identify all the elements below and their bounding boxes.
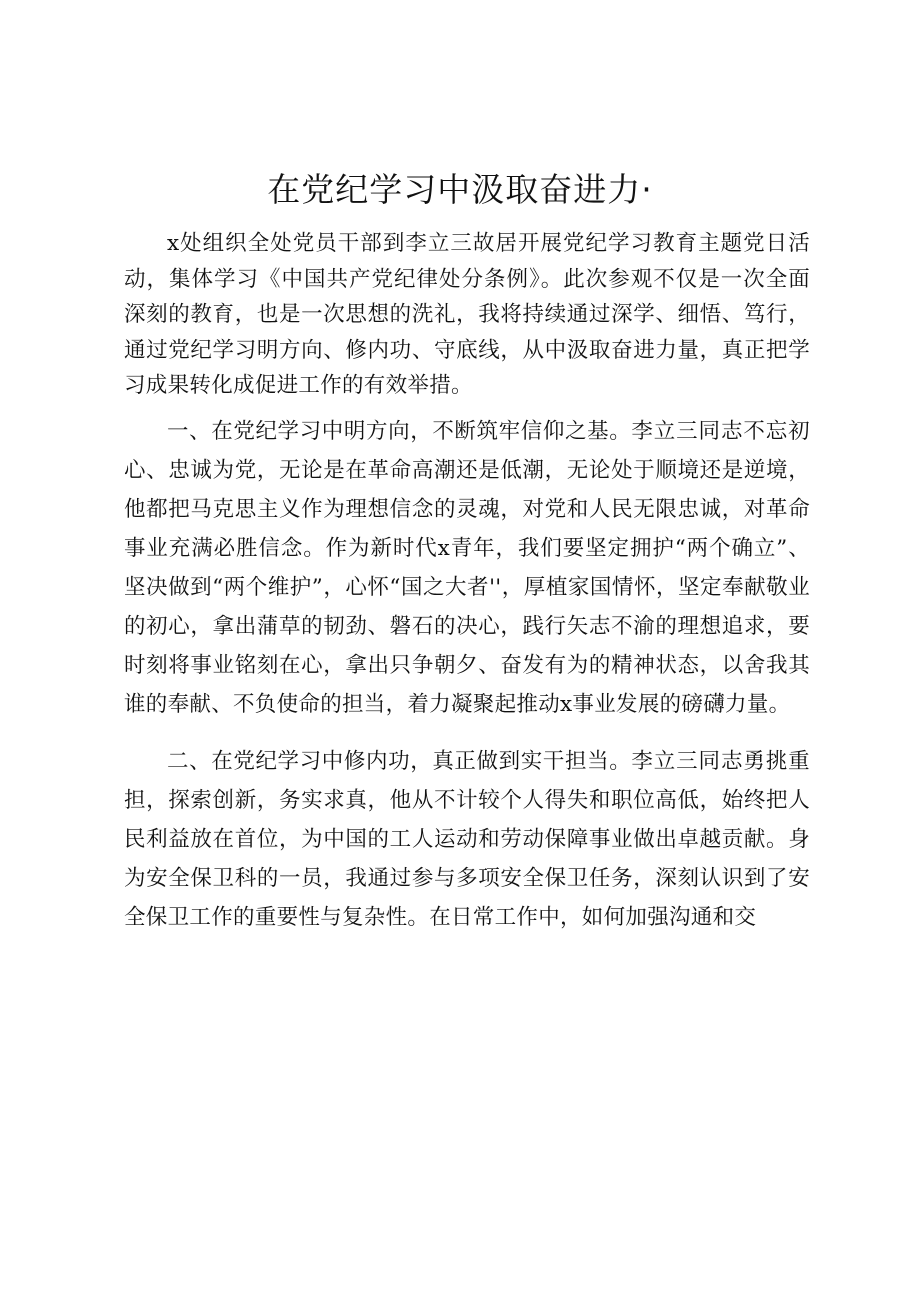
section-text-2: 李立三同志勇挑重担，探索创新，务实求真，他从不计较个人得失和职位高低，始终把人民利益放在首位，为中国的工人运动和劳动保障事业做出卓越贡献。身为安全保卫科的一员，我通过参与多项安全保卫任务，深刻认识到了安全保卫工作的重要性与复杂性。在日常工作中，如何加强沟通和交 <box>124 748 810 930</box>
section-paragraph-2 <box>124 742 810 937</box>
document-body <box>124 226 810 937</box>
document-title: 在党纪学习中汲取奋进力· <box>267 170 653 209</box>
section-heading-1: 一、在党纪学习中明方向，不断筑牢信仰之基。 <box>167 418 632 444</box>
section-paragraph-1 <box>124 412 810 724</box>
section-text-1: 李立三同志不忘初心、忠诚为党，无论是在革命高潮还是低潮，无论处于顺境还是逆境，他都把马克思主义作为理想信念的灵魂，对党和人民无限忠诚，对革命事业充满必胜信念。作为新时代x青年，我们要坚定拥护“两个确立”、坚决做到“两个维护”，心怀“国之大者''，厚植家国情怀，坚定奉献敬业的初心，拿出蒲草的韧劲、磐石的决心，践行矢志不渝的理想追求，要时刻将事业铭刻在心，拿出只争朝夕、奋发有为的精神状态，以舍我其谁的奉献、不负使命的担当，着力凝聚起推动x事业发展的磅礴力量。 <box>124 418 810 717</box>
intro-paragraph: x处组织全处党员干部到李立三故居开展党纪学习教育主题党日活动，集体学习《中国共产党纪律处分条例》。此次参观不仅是一次全面深刻的教育，也是一次思想的洗礼，我将持续通过深学、细悟、笃行，通过党纪学习明方向、修内功、守底线，从中汲取奋进力量，真正把学习成果转化成促进工作的有效举措。 <box>124 231 810 398</box>
section-heading-2: 二、在党纪学习中修内功，真正做到实干担当。 <box>167 748 632 774</box>
